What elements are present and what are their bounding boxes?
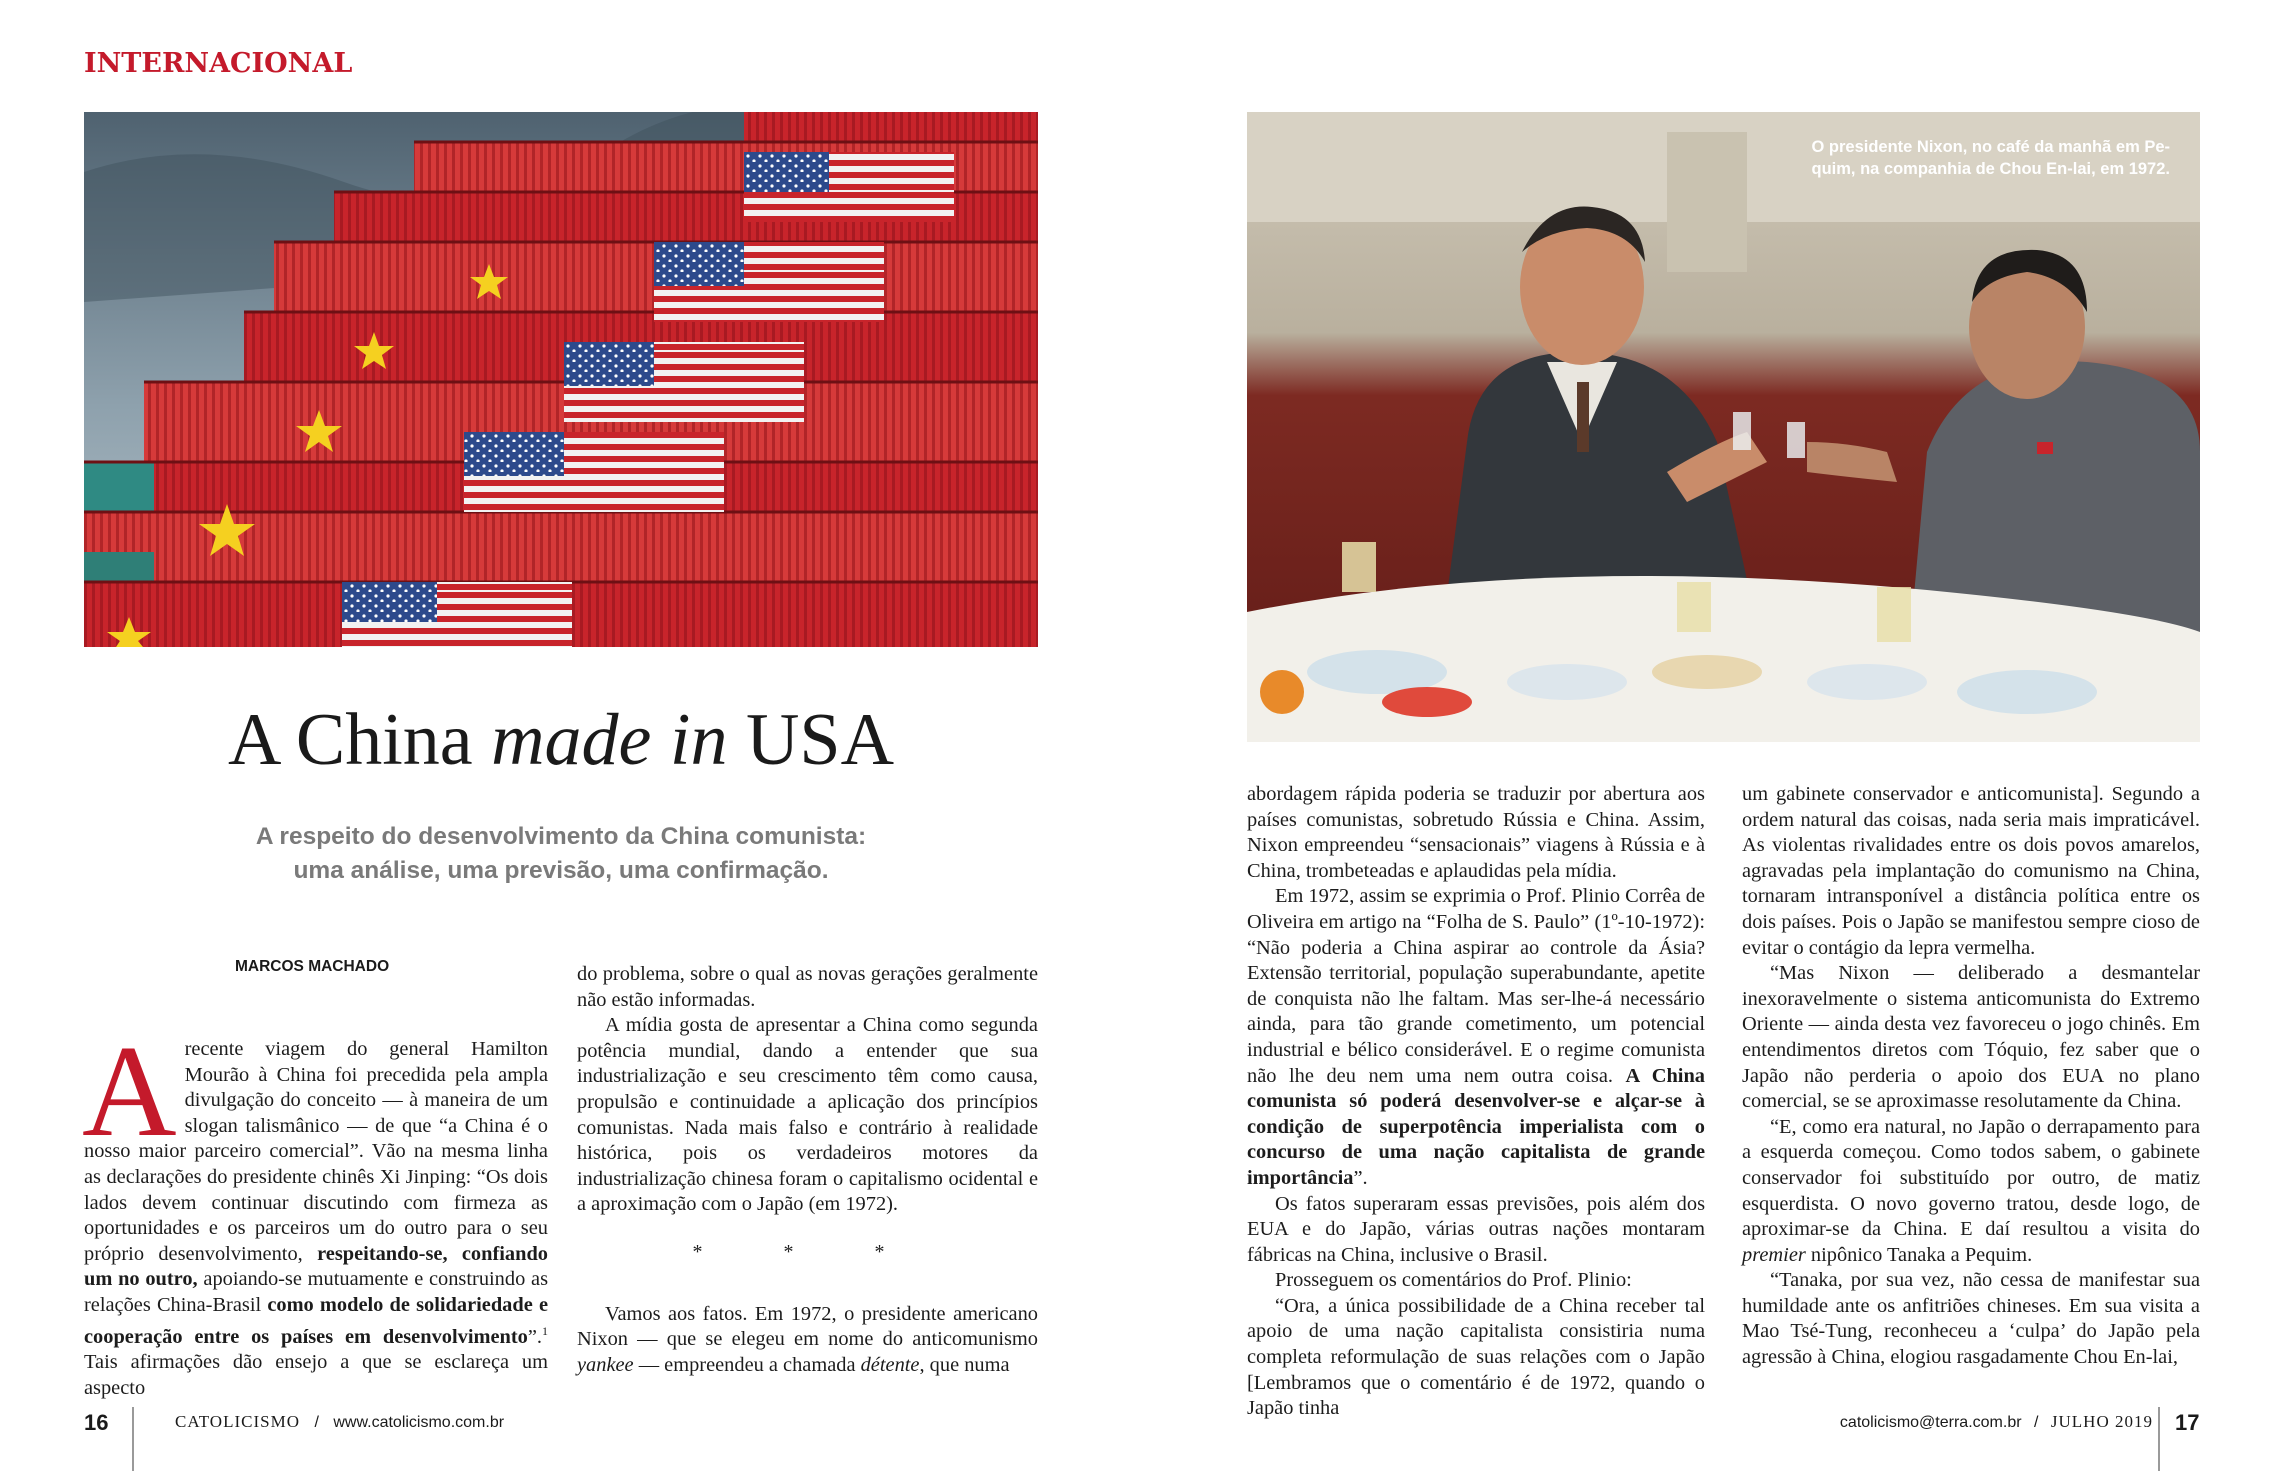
text-run: Em 1972, assim se exprimia o Prof. Plinio Corrêa de Oliveira em artigo na “Folha de S. Paulo” (1º-10-1972): “Não poderia a China aspirar ao controle da Ásia? Extensão territorial, população superabundante, apetite de conquista não lhe faltam. Mas ser-lhe-á necessário ainda, para tão grande cometimento, um potencial industrial e bélico considerável. E o regime comunista não lhe deu nem uma nem outra coisa.	[1247, 885, 1705, 1087]
text-column-2	[577, 962, 1038, 1378]
photo-caption-line: O presidente Nixon, no café da manhã em Pe-	[1811, 138, 2170, 156]
paragraph	[1247, 884, 1705, 1191]
nixon-photo	[1247, 112, 2200, 742]
bold-run: A China comunista só poderá desenvolver-se e alçar-se à condição de superpotência imperialista com o concurso de uma nação capitalista de grande importância	[1247, 1064, 1705, 1189]
text-run: ”.	[527, 1325, 542, 1348]
author-byline: MARCOS MACHADO	[235, 958, 390, 975]
text-run: apoiando-se mutuamente e construindo as relações China-Brasil	[84, 1268, 549, 1316]
section-break-stars: * * *	[692, 1240, 923, 1263]
italic-run: détente	[860, 1353, 920, 1376]
subtitle-line: A respeito do desenvolvimento da China comunista:	[255, 823, 867, 850]
title-italic: made in	[491, 699, 728, 781]
paragraph: A mídia gosta de apresentar a China como segunda potência mundial, dando a entender que sua industrialização e seu crescimento têm como causa, propulsão e continuidade a aplicação dos princípios comunistas. Nada mais falso e contrário à realidade histórica, pois os verdadeiros motores da industrialização chinesa foram o capitalismo ocidental e a aproximação com o Japão (em 1972).	[577, 1014, 1038, 1216]
text-run: recente viagem do general Hamilton Mourão à China foi precedida pela ampla divulgação do conceito — à maneira de um slogan talismânico — de que “a China é o nosso maior parceiro comercial”. Vão na mesma linha as declarações do presidente chinês Xi Jinping: “Os dois lados devem continuar discutindo com firmeza as oportunidades e os parceiros um do outro para o seu próprio desenvolvimento,	[84, 1038, 548, 1265]
paragraph: Os fatos superaram essas previsões, pois além dos EUA e do Japão, várias outras nações montaram fábricas na China, inclusive o Brasil.	[1247, 1192, 1705, 1266]
email-link[interactable]: catolicismo@terra.com.br	[1839, 1414, 2022, 1431]
paragraph: “Ora, a única possibilidade de a China receber tal apoio de uma nação capitalista consistiria numa completa reformulação de suas relações com o Japão [Lembramos que o comentário é de 1972, quando o Japão tinha	[1247, 1294, 1705, 1420]
text-run: ”.	[1353, 1166, 1368, 1189]
section-label: INTERNACIONAL	[84, 48, 353, 79]
text-run: “E, como era natural, no Japão o derrapamento para a esquerda começou. Como todos sabem, o gabinete conservador foi substituído por outro, de matiz esquerdista. O novo governo tratou, desde logo, de aproximar-se da China. E daí resultou a visita do	[1742, 1115, 2200, 1241]
paragraph	[82, 1019, 549, 1401]
footer-right-text	[1840, 1412, 2153, 1432]
article-title	[84, 695, 1038, 785]
website-link[interactable]: www.catolicismo.com.br	[333, 1414, 505, 1431]
footer-separator: /	[2034, 1414, 2039, 1431]
title-part: A China	[227, 699, 492, 781]
text-run: — empreendeu a chamada	[633, 1353, 861, 1376]
photo-caption-line: quim, na companhia de Chou En-lai, em 1972.	[1811, 160, 2170, 178]
text-column-3	[1247, 782, 1705, 1422]
text-run: nipônico Tanaka a Pequim.	[1805, 1243, 2033, 1266]
title-part: USA	[727, 699, 895, 781]
photo-caption	[1790, 136, 2170, 180]
text-column-4	[1742, 782, 2200, 1371]
footer-divider	[132, 1407, 134, 1471]
bold-run: como modelo de solidariedade e cooperação entre os países em desenvolvimento	[84, 1293, 548, 1348]
text-column-1	[82, 1019, 549, 1401]
paragraph: Prosseguem os comentários do Prof. Plinio:	[1275, 1269, 1632, 1292]
issue-date: JULHO 2019	[2050, 1412, 2153, 1431]
bold-run: respeitando-se, confiando um no outro,	[84, 1242, 548, 1291]
text-run: Tais afirmações dão ensejo a que se esclareça um aspecto	[84, 1350, 548, 1399]
footer-left-text	[175, 1412, 504, 1432]
paragraph: abordagem rápida poderia se traduzir por abertura aos países comunistas, sobretudo Rússia e China. Assim, Nixon empreendeu “sensacionais” viagens à Rússia e à China, trombeteadas e aplaudidas pela mídia.	[1247, 783, 1705, 882]
footnote-ref[interactable]: 1	[542, 1323, 548, 1338]
paragraph: do problema, sobre o qual as novas gerações geralmente não estão informadas.	[577, 963, 1038, 1011]
footer-left	[84, 1410, 108, 1436]
article-subtitle	[84, 820, 1038, 888]
footer-separator: /	[314, 1414, 319, 1431]
page-number-left: 16	[84, 1410, 109, 1435]
page-number-right: 17	[2175, 1410, 2200, 1435]
paragraph	[1742, 1115, 2200, 1269]
paragraph: um gabinete conservador e anticomunista]. Segundo a ordem natural das coisas, nada seria mais impraticável. As violentas rivalidades entre os dois povos amarelos, agravadas pela implantação do comunismo na China, tornaram intransponível a distância política entre os dois países. Pois o Japão se manifestou sempre cioso de evitar o contágio da lepra vermelha.	[1742, 783, 2200, 959]
text-run: , que numa	[919, 1353, 1010, 1376]
italic-run: premier	[1742, 1243, 1806, 1266]
footer-right	[2175, 1410, 2199, 1436]
subtitle-line: uma análise, uma previsão, uma confirmação.	[293, 857, 829, 884]
italic-run: yankee	[577, 1353, 634, 1376]
text-run: Vamos aos fatos. Em 1972, o presidente americano Nixon — que se elegeu em nome do anticomunismo	[577, 1302, 1038, 1351]
paragraph: “Mas Nixon — deliberado a desmantelar inexoravelmente o sistema anticomunista do Extremo Oriente — ainda desta vez favoreceu o jogo chinês. Em entendimentos diretos com Tóquio, fez saber que o Japão não perderia o apoio dos EUA no plano comercial, se se aproximasse resolutamente da China.	[1742, 962, 2200, 1113]
paragraph: “Tanaka, por sua vez, não cessa de manifestar sua humildade ante os anfitriões chineses. Em sua visita a Mao Tsé-Tung, reconheceu a ‘culpa’ do Japão pela agressão à China, elogiou rasgadamente Chou En-lai,	[1742, 1269, 2200, 1369]
footer-divider	[2158, 1407, 2160, 1471]
containers-photo	[84, 112, 1038, 647]
paragraph	[577, 1302, 1038, 1379]
drop-cap: A	[82, 1019, 177, 1164]
magazine-name: CATOLICISMO	[175, 1412, 300, 1431]
